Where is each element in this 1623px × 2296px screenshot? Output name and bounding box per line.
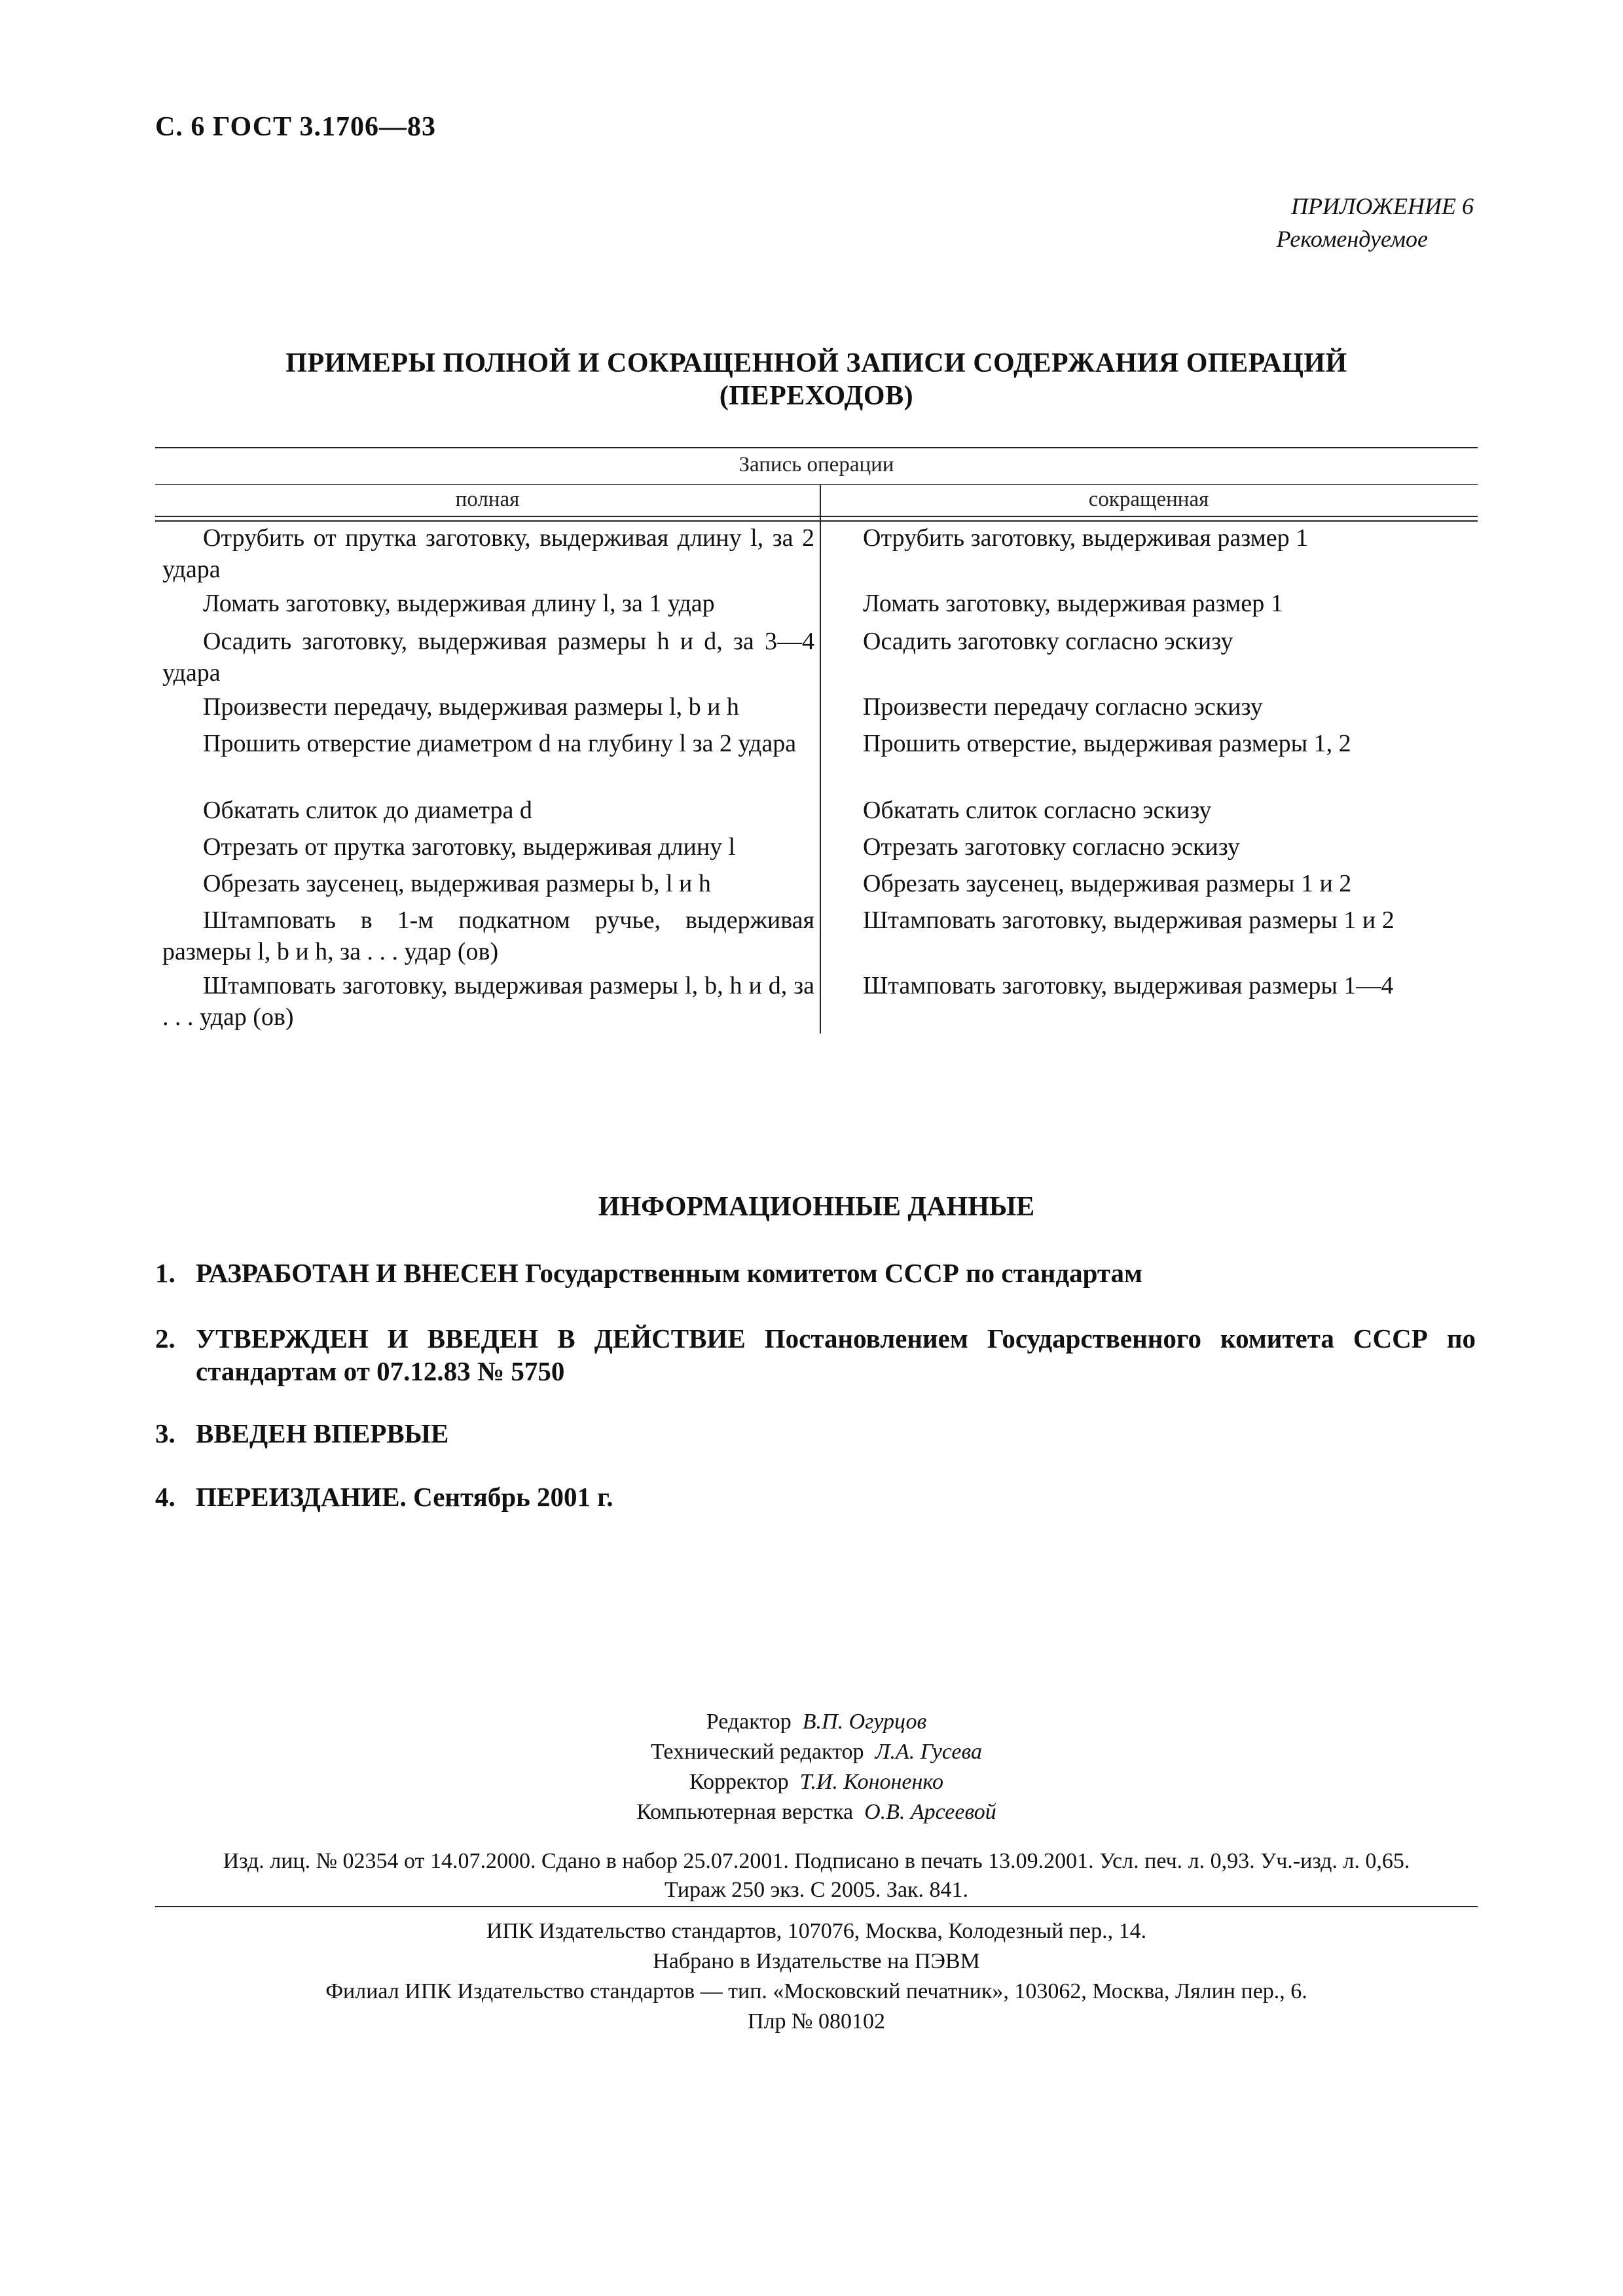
cell-full: Штамповать заготовку, выдерживая размеры l, b, h и d, за . . . удар (ов) bbox=[162, 972, 814, 1031]
page-title-line2: (ПЕРЕХОДОВ) bbox=[719, 381, 914, 411]
table-group-header: Запись операции bbox=[739, 453, 894, 476]
imprint-rule bbox=[155, 1906, 1478, 1907]
cell-short: Штамповать заготовку, выдерживая размеры 1 и 2 bbox=[863, 906, 1395, 934]
cell-full: Отрубить от прутка заготовку, выдерживая длину l, за 2 удара bbox=[162, 524, 814, 583]
info-item-text: УТВЕРЖДЕН И ВВЕДЕН В ДЕЙСТВИЕ Постановлением Государственного комитета СССР по стандартам от 07.12.83 № 5750 bbox=[196, 1323, 1476, 1386]
info-item-number: 4. bbox=[155, 1482, 175, 1512]
table-header-rule-2 bbox=[155, 520, 1478, 522]
info-item bbox=[155, 1257, 1478, 1289]
credit-name: Л.А. Гусева bbox=[875, 1740, 983, 1764]
credit-line bbox=[155, 1707, 1478, 1737]
credits-block bbox=[155, 1707, 1478, 1827]
cell-short: Отрубить заготовку, выдерживая размер 1 bbox=[863, 524, 1309, 552]
credit-role: Корректор bbox=[689, 1770, 789, 1794]
info-item-number: 1. bbox=[155, 1258, 175, 1288]
table-column-divider bbox=[820, 485, 821, 1033]
page-title-line1: ПРИМЕРЫ ПОЛНОЙ И СОКРАЩЕННОЙ ЗАПИСИ СОДЕРЖАНИЯ ОПЕРАЦИЙ bbox=[285, 348, 1347, 378]
cell-short: Осадить заготовку согласно эскизу bbox=[863, 628, 1233, 655]
credit-name: В.П. Огурцов bbox=[802, 1710, 927, 1734]
imprint-block bbox=[155, 1847, 1478, 1905]
info-item-text: ВВЕДЕН ВПЕРВЫЕ bbox=[196, 1418, 449, 1448]
publisher-block bbox=[155, 1916, 1478, 2037]
info-item bbox=[155, 1480, 1478, 1513]
table-header-rule-1 bbox=[155, 516, 1478, 517]
info-item-text: ПЕРЕИЗДАНИЕ. Сентябрь 2001 г. bbox=[196, 1482, 613, 1512]
appendix-label bbox=[1277, 190, 1474, 255]
cell-short: Прошить отверстие, выдерживая размеры 1, 2 bbox=[863, 730, 1351, 757]
page-title bbox=[155, 347, 1478, 412]
table-subheader-rule bbox=[155, 484, 1478, 485]
info-item bbox=[155, 1322, 1478, 1388]
cell-short: Обрезать заусенец, выдерживая размеры 1 и 2 bbox=[863, 870, 1352, 897]
credit-name: О.В. Арсеевой bbox=[864, 1800, 996, 1824]
cell-short: Обкатать слиток согласно эскизу bbox=[863, 797, 1212, 824]
cell-full: Отрезать от прутка заготовку, выдерживая длину l bbox=[203, 833, 736, 861]
credit-line bbox=[155, 1737, 1478, 1767]
cell-full: Штамповать в 1-м подкатном ручье, выдерживая размеры l, b и h, за . . . удар (ов) bbox=[162, 906, 814, 965]
cell-short: Ломать заготовку, выдерживая размер 1 bbox=[863, 590, 1283, 617]
cell-short: Отрезать заготовку согласно эскизу bbox=[863, 833, 1240, 861]
column-header-full: полная bbox=[455, 488, 520, 511]
credit-name: Т.И. Кононенко bbox=[799, 1770, 943, 1794]
imprint-line: Тираж 250 экз. С 2005. Зак. 841. bbox=[664, 1878, 969, 1902]
info-item-text: РАЗРАБОТАН И ВНЕСЕН Государственным комитетом СССР по стандартам bbox=[196, 1258, 1142, 1288]
cell-full: Ломать заготовку, выдерживая длину l, за 1 удар bbox=[203, 590, 715, 617]
page-header: С. 6 ГОСТ 3.1706—83 bbox=[155, 112, 437, 142]
cell-short: Штамповать заготовку, выдерживая размеры 1—4 bbox=[863, 972, 1394, 999]
table-top-rule bbox=[155, 447, 1478, 448]
publisher-line: ИПК Издательство стандартов, 107076, Москва, Колодезный пер., 14. bbox=[486, 1919, 1147, 1943]
column-header-short: сокращенная bbox=[1088, 488, 1209, 511]
publisher-line: Набрано в Издательстве на ПЭВМ bbox=[653, 1949, 980, 1973]
info-item bbox=[155, 1417, 1478, 1450]
cell-full: Осадить заготовку, выдерживая размеры h и d, за 3—4 удара bbox=[162, 628, 814, 687]
publisher-line: Плр № 080102 bbox=[748, 2009, 885, 2034]
cell-short: Произвести передачу согласно эскизу bbox=[863, 693, 1263, 721]
cell-full: Обкатать слиток до диаметра d bbox=[203, 797, 532, 824]
credit-line bbox=[155, 1797, 1478, 1827]
info-item-number: 3. bbox=[155, 1418, 175, 1448]
imprint-line: Изд. лиц. № 02354 от 14.07.2000. Сдано в набор 25.07.2001. Подписано в печать 13.09.2001. Усл. печ. л. 0,93. Уч.-изд. л. 0,65. bbox=[223, 1849, 1410, 1873]
cell-full: Обрезать заусенец, выдерживая размеры b, l и h bbox=[203, 870, 711, 897]
credit-line bbox=[155, 1767, 1478, 1797]
publisher-line: Филиал ИПК Издательство стандартов — тип. «Московский печатник», 103062, Москва, Лялин пер., 6. bbox=[325, 1979, 1307, 2003]
cell-full: Произвести передачу, выдерживая размеры l, b и h bbox=[203, 693, 739, 721]
credit-role: Редактор bbox=[706, 1710, 792, 1734]
info-item-number: 2. bbox=[155, 1323, 175, 1354]
appendix-number: ПРИЛОЖЕНИЕ 6 bbox=[1291, 193, 1474, 219]
appendix-status: Рекомендуемое bbox=[1276, 226, 1428, 252]
cell-full: Прошить отверстие диаметром d на глубину l за 2 удара bbox=[203, 730, 797, 757]
credit-role: Компьютерная верстка bbox=[636, 1800, 854, 1824]
credit-role: Технический редактор bbox=[650, 1740, 864, 1764]
info-section-title: ИНФОРМАЦИОННЫЕ ДАННЫЕ bbox=[598, 1192, 1035, 1222]
